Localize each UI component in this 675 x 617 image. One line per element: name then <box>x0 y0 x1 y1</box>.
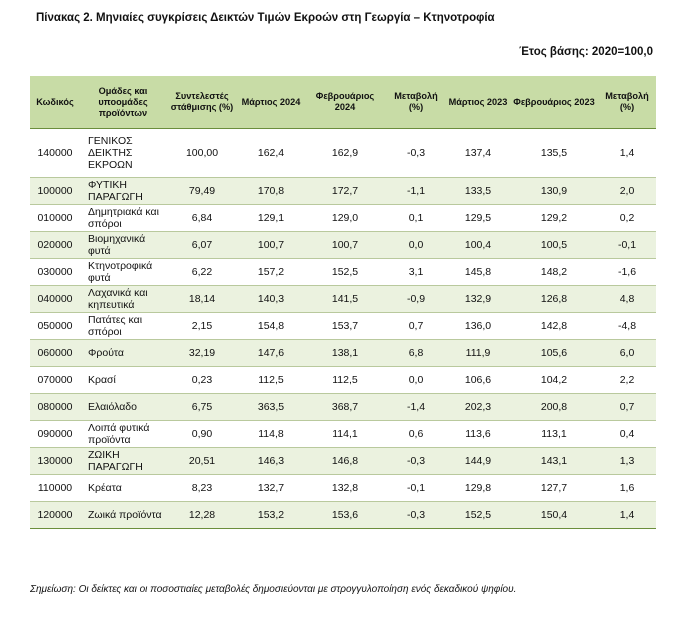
cell-march-2024: 129,1 <box>238 205 304 232</box>
cell-march-2024: 153,2 <box>238 502 304 529</box>
header-groups: Ομάδες και υποομάδες προϊόντων <box>80 76 166 129</box>
cell-march-2023: 202,3 <box>446 394 510 421</box>
cell-change-2024: 6,8 <box>386 340 446 367</box>
table-row <box>30 178 656 205</box>
cell-weight: 12,28 <box>166 502 238 529</box>
cell-february-2024: 368,7 <box>304 394 386 421</box>
cell-february-2023: 148,2 <box>510 259 598 286</box>
cell-march-2024: 154,8 <box>238 313 304 340</box>
cell-february-2023: 126,8 <box>510 286 598 313</box>
cell-code: 110000 <box>30 475 80 502</box>
cell-february-2023: 127,7 <box>510 475 598 502</box>
cell-change-2024: -0,3 <box>386 129 446 178</box>
table-row <box>30 448 656 475</box>
cell-march-2023: 113,6 <box>446 421 510 448</box>
cell-change-2024: 0,6 <box>386 421 446 448</box>
cell-february-2024: 153,6 <box>304 502 386 529</box>
cell-march-2024: 162,4 <box>238 129 304 178</box>
cell-change-2024: 3,1 <box>386 259 446 286</box>
cell-change-2023: 0,7 <box>598 394 656 421</box>
cell-february-2024: 152,5 <box>304 259 386 286</box>
cell-february-2024: 129,0 <box>304 205 386 232</box>
cell-change-2024: 0,1 <box>386 205 446 232</box>
cell-february-2024: 141,5 <box>304 286 386 313</box>
header-change-2024: Μεταβολή (%) <box>386 76 446 129</box>
cell-february-2024: 146,8 <box>304 448 386 475</box>
cell-february-2023: 100,5 <box>510 232 598 259</box>
table-row <box>30 286 656 313</box>
cell-change-2023: 1,4 <box>598 129 656 178</box>
cell-march-2024: 140,3 <box>238 286 304 313</box>
cell-change-2023: 4,8 <box>598 286 656 313</box>
cell-march-2024: 363,5 <box>238 394 304 421</box>
cell-group-name: Πατάτες και σπόροι <box>80 313 166 340</box>
header-change-2023: Μεταβολή (%) <box>598 76 656 129</box>
cell-february-2023: 129,2 <box>510 205 598 232</box>
cell-weight: 0,23 <box>166 367 238 394</box>
cell-march-2024: 147,6 <box>238 340 304 367</box>
cell-weight: 6,22 <box>166 259 238 286</box>
table-row <box>30 313 656 340</box>
price-index-table <box>30 76 656 529</box>
cell-change-2024: -0,3 <box>386 502 446 529</box>
cell-group-name: ΓΕΝΙΚΟΣ ΔΕΙΚΤΗΣ ΕΚΡΟΩΝ <box>80 129 166 178</box>
cell-group-name: Δημητριακά και σπόροι <box>80 205 166 232</box>
cell-change-2024: -0,1 <box>386 475 446 502</box>
cell-march-2024: 100,7 <box>238 232 304 259</box>
cell-change-2024: 0,7 <box>386 313 446 340</box>
table-row <box>30 502 656 529</box>
header-march-2023: Μάρτιος 2023 <box>446 76 510 129</box>
cell-march-2024: 170,8 <box>238 178 304 205</box>
cell-february-2023: 200,8 <box>510 394 598 421</box>
cell-february-2024: 153,7 <box>304 313 386 340</box>
cell-march-2023: 133,5 <box>446 178 510 205</box>
cell-weight: 32,19 <box>166 340 238 367</box>
cell-change-2024: -1,4 <box>386 394 446 421</box>
cell-march-2024: 112,5 <box>238 367 304 394</box>
header-row <box>30 76 656 129</box>
cell-february-2024: 100,7 <box>304 232 386 259</box>
table-row <box>30 475 656 502</box>
cell-february-2023: 150,4 <box>510 502 598 529</box>
cell-weight: 20,51 <box>166 448 238 475</box>
cell-march-2023: 132,9 <box>446 286 510 313</box>
cell-change-2023: -0,1 <box>598 232 656 259</box>
table-row <box>30 259 656 286</box>
cell-march-2023: 111,9 <box>446 340 510 367</box>
cell-code: 020000 <box>30 232 80 259</box>
cell-change-2023: 2,0 <box>598 178 656 205</box>
cell-weight: 18,14 <box>166 286 238 313</box>
cell-february-2024: 162,9 <box>304 129 386 178</box>
cell-march-2024: 146,3 <box>238 448 304 475</box>
cell-march-2023: 106,6 <box>446 367 510 394</box>
cell-march-2023: 129,8 <box>446 475 510 502</box>
table-row <box>30 394 656 421</box>
cell-march-2023: 144,9 <box>446 448 510 475</box>
cell-march-2023: 136,0 <box>446 313 510 340</box>
table-row <box>30 340 656 367</box>
cell-code: 080000 <box>30 394 80 421</box>
cell-change-2023: -1,6 <box>598 259 656 286</box>
cell-group-name: Ζωικά προϊόντα <box>80 502 166 529</box>
cell-february-2023: 135,5 <box>510 129 598 178</box>
cell-code: 040000 <box>30 286 80 313</box>
header-weights: Συντελεστές στάθμισης (%) <box>166 76 238 129</box>
cell-february-2023: 113,1 <box>510 421 598 448</box>
cell-march-2024: 157,2 <box>238 259 304 286</box>
cell-change-2023: 1,4 <box>598 502 656 529</box>
cell-february-2024: 172,7 <box>304 178 386 205</box>
cell-weight: 6,07 <box>166 232 238 259</box>
cell-march-2023: 100,4 <box>446 232 510 259</box>
header-march-2024: Μάρτιος 2024 <box>238 76 304 129</box>
cell-group-name: Βιομηχανικά φυτά <box>80 232 166 259</box>
cell-code: 120000 <box>30 502 80 529</box>
cell-change-2023: 1,3 <box>598 448 656 475</box>
cell-code: 140000 <box>30 129 80 178</box>
cell-change-2023: 0,2 <box>598 205 656 232</box>
header-code: Κωδικός <box>30 76 80 129</box>
cell-weight: 100,00 <box>166 129 238 178</box>
table-row <box>30 205 656 232</box>
cell-change-2024: -0,3 <box>386 448 446 475</box>
cell-group-name: Λοιπά φυτικά προϊόντα <box>80 421 166 448</box>
cell-group-name: ΖΩΙΚΗ ΠΑΡΑΓΩΓΗ <box>80 448 166 475</box>
cell-february-2024: 132,8 <box>304 475 386 502</box>
cell-february-2023: 142,8 <box>510 313 598 340</box>
cell-code: 130000 <box>30 448 80 475</box>
base-year-label: Έτος βάσης: 2020=100,0 <box>519 46 653 58</box>
cell-weight: 6,84 <box>166 205 238 232</box>
cell-weight: 79,49 <box>166 178 238 205</box>
cell-code: 030000 <box>30 259 80 286</box>
table-row <box>30 232 656 259</box>
header-february-2023: Φεβρουάριος 2023 <box>510 76 598 129</box>
cell-february-2024: 114,1 <box>304 421 386 448</box>
cell-code: 090000 <box>30 421 80 448</box>
header-february-2024: Φεβρουάριος 2024 <box>304 76 386 129</box>
cell-change-2023: 6,0 <box>598 340 656 367</box>
cell-weight: 0,90 <box>166 421 238 448</box>
cell-code: 070000 <box>30 367 80 394</box>
cell-change-2024: -0,9 <box>386 286 446 313</box>
cell-change-2023: 1,6 <box>598 475 656 502</box>
cell-group-name: Λαχανικά και κηπευτικά <box>80 286 166 313</box>
cell-february-2023: 130,9 <box>510 178 598 205</box>
cell-change-2023: 2,2 <box>598 367 656 394</box>
table-row <box>30 367 656 394</box>
cell-code: 100000 <box>30 178 80 205</box>
table-row <box>30 421 656 448</box>
cell-group-name: Κτηνοτροφικά φυτά <box>80 259 166 286</box>
cell-group-name: Φρούτα <box>80 340 166 367</box>
cell-code: 060000 <box>30 340 80 367</box>
cell-march-2023: 129,5 <box>446 205 510 232</box>
cell-code: 010000 <box>30 205 80 232</box>
cell-weight: 8,23 <box>166 475 238 502</box>
cell-change-2024: -1,1 <box>386 178 446 205</box>
cell-february-2023: 104,2 <box>510 367 598 394</box>
cell-weight: 2,15 <box>166 313 238 340</box>
table-title: Πίνακας 2. Μηνιαίες συγκρίσεις Δεικτών Τιμών Εκροών στη Γεωργία – Κτηνοτροφία <box>36 12 495 24</box>
cell-march-2024: 114,8 <box>238 421 304 448</box>
cell-february-2023: 143,1 <box>510 448 598 475</box>
cell-march-2024: 132,7 <box>238 475 304 502</box>
cell-group-name: ΦΥΤΙΚΗ ΠΑΡΑΓΩΓΗ <box>80 178 166 205</box>
cell-group-name: Κρέατα <box>80 475 166 502</box>
cell-group-name: Κρασί <box>80 367 166 394</box>
cell-march-2023: 152,5 <box>446 502 510 529</box>
cell-february-2024: 138,1 <box>304 340 386 367</box>
cell-march-2023: 137,4 <box>446 129 510 178</box>
cell-code: 050000 <box>30 313 80 340</box>
cell-february-2023: 105,6 <box>510 340 598 367</box>
cell-february-2024: 112,5 <box>304 367 386 394</box>
cell-march-2023: 145,8 <box>446 259 510 286</box>
cell-change-2024: 0,0 <box>386 232 446 259</box>
cell-change-2024: 0,0 <box>386 367 446 394</box>
cell-change-2023: -4,8 <box>598 313 656 340</box>
cell-weight: 6,75 <box>166 394 238 421</box>
table-row <box>30 129 656 178</box>
cell-group-name: Ελαιόλαδο <box>80 394 166 421</box>
footnote: Σημείωση: Οι δείκτες και οι ποσοστιαίες μεταβολές δημοσιεύονται με στρογγυλοποίηση ενός δεκαδικού ψηφίου. <box>30 584 517 595</box>
cell-change-2023: 0,4 <box>598 421 656 448</box>
